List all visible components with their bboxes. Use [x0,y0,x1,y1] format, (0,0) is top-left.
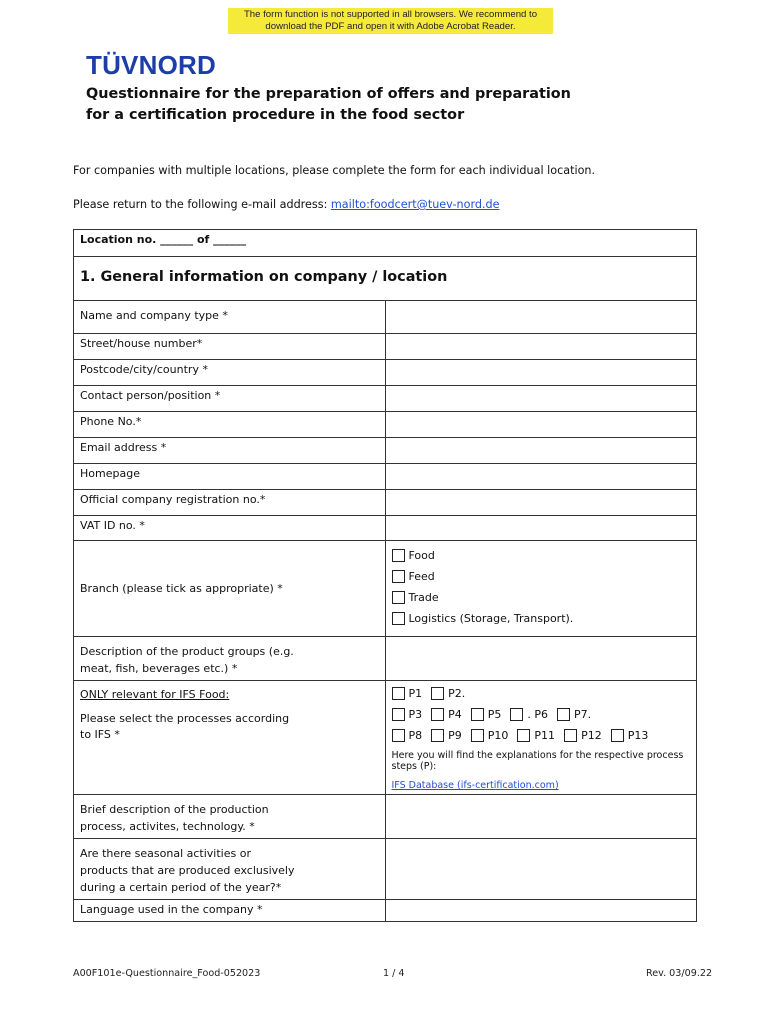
ifs-select-line-2: to IFS * [80,728,120,741]
checkbox-label-logistics: Logistics (Storage, Transport). [408,612,574,625]
section-1-title: 1. General information on company / location [74,257,697,301]
checkbox-food[interactable] [392,549,405,562]
field-input-language[interactable] [385,900,697,922]
ifs-only-relevant: ONLY relevant for IFS Food: [80,688,230,701]
checkbox-p11[interactable] [517,729,530,742]
product-groups-line-2: meat, fish, beverages etc.) * [80,662,238,675]
label-p6: . P6 [527,708,549,721]
title-line-1: Questionnaire for the preparation of offers and preparation [86,86,571,102]
field-label-product-groups [74,637,386,681]
questionnaire-form-table [73,229,697,922]
field-input-phone[interactable] [385,412,697,438]
label-p8: P8 [408,729,423,742]
checkbox-p8[interactable] [392,729,405,742]
field-label-name-company-type: Name and company type * [74,301,386,334]
label-p10: P10 [487,729,509,742]
field-label-email: Email address * [74,438,386,464]
checkbox-label-food: Food [408,549,435,562]
ifs-select-line-1: Please select the processes according [80,712,290,725]
field-label-street: Street/house number* [74,334,386,360]
field-label-registration-no: Official company registration no.* [74,490,386,516]
field-input-name-company-type[interactable] [385,301,697,334]
label-p5: P5 [487,708,502,721]
label-p9: P9 [448,729,462,742]
field-label-production [74,795,386,839]
browser-support-notice [228,8,553,34]
checkbox-p4[interactable] [431,708,444,721]
field-input-contact-person[interactable] [385,386,697,412]
field-input-seasonal[interactable] [385,839,697,900]
intro-multiple-locations: For companies with multiple locations, please complete the form for each individual location. [73,164,596,177]
return-prefix: Please return to the following e-mail address: [73,198,331,211]
checkbox-label-trade: Trade [408,591,439,604]
field-input-email[interactable] [385,438,697,464]
seasonal-line-2: products that are produced exclusively [80,864,295,877]
label-p7: P7. [574,708,592,721]
checkbox-p5[interactable] [471,708,484,721]
notice-line-2: download the PDF and open it with Adobe Acrobat Reader. [265,21,516,32]
field-input-postcode-city-country[interactable] [385,360,697,386]
checkbox-p10[interactable] [471,729,484,742]
field-input-vat-id[interactable] [385,516,697,541]
label-p1: P1 [408,687,423,700]
notice-line-1: The form function is not supported in all browsers. We recommend to [243,9,538,20]
field-input-product-groups[interactable] [385,637,697,681]
production-line-2: process, activites, technology. * [80,820,255,833]
checkbox-logistics[interactable] [392,612,405,625]
ifs-process-options [385,681,697,795]
ifs-database-link[interactable]: IFS Database (ifs-certification.com) [391,780,559,791]
label-p4: P4 [448,708,462,721]
product-groups-line-1: Description of the product groups (e.g. [80,645,294,658]
field-label-language: Language used in the company * [74,900,386,922]
field-label-branch: Branch (please tick as appropriate) * [74,541,386,637]
checkbox-label-feed: Feed [408,570,435,583]
field-label-contact-person: Contact person/position * [74,386,386,412]
production-line-1: Brief description of the production [80,803,269,816]
field-input-production[interactable] [385,795,697,839]
checkbox-p9[interactable] [431,729,444,742]
footer-page-number: 1 / 4 [383,968,405,979]
title-line-2: for a certification procedure in the food sector [86,107,465,123]
field-label-phone: Phone No.* [74,412,386,438]
intro-return-address [73,198,500,211]
location-number-row: Location no. ______ of ______ [74,230,697,257]
field-input-registration-no[interactable] [385,490,697,516]
field-label-homepage: Homepage [74,464,386,490]
checkbox-p7[interactable] [557,708,570,721]
field-input-street[interactable] [385,334,697,360]
field-label-ifs [74,681,386,795]
footer-doc-id: A00F101e-Questionnaire_Food-052023 [73,968,261,979]
label-p2: P2. [448,687,466,700]
seasonal-line-3: during a certain period of the year?* [80,881,282,894]
label-p12: P12 [581,729,602,742]
seasonal-line-1: Are there seasonal activities or [80,847,251,860]
checkbox-p3[interactable] [392,708,405,721]
field-label-seasonal [74,839,386,900]
email-link[interactable]: mailto:foodcert@tuev-nord.de [330,198,500,211]
field-input-homepage[interactable] [385,464,697,490]
checkbox-p6[interactable] [510,708,523,721]
checkbox-p2[interactable] [431,687,444,700]
document-title [86,84,586,126]
field-label-vat-id: VAT ID no. * [74,516,386,541]
footer-revision: Rev. 03/09.22 [646,968,713,979]
checkbox-feed[interactable] [392,570,405,583]
ifs-explanation-text: Here you will find the explanations for the respective process steps (P): [391,750,684,772]
field-label-postcode-city-country: Postcode/city/country * [74,360,386,386]
label-p11: P11 [534,729,556,742]
checkbox-trade[interactable] [392,591,405,604]
checkbox-p1[interactable] [392,687,405,700]
checkbox-p12[interactable] [564,729,577,742]
label-p3: P3 [408,708,423,721]
label-p13: P13 [627,729,649,742]
checkbox-p13[interactable] [611,729,624,742]
branch-options [385,541,697,637]
tuv-nord-logo: TÜVNORD [86,50,216,80]
